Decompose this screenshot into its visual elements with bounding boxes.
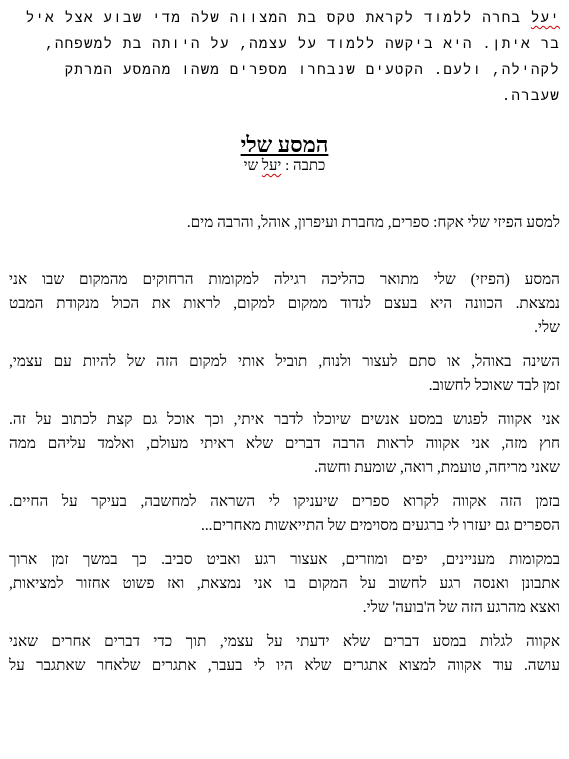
paragraph-line: חוץ מזה, אני אקווה לראות הרבה דברים שלא ראיתי מעולם, ואלמד עליהם ממה xyxy=(9,435,560,452)
intro-line: שעברה. xyxy=(501,89,560,105)
essay-body xyxy=(9,211,560,678)
paragraph xyxy=(9,630,560,678)
paragraph xyxy=(9,408,560,480)
paragraph-line: אתבונן ואנסה רגע לחשוב על המקום בו אני נמצאת, ואז פשוט אחזור למציאות, xyxy=(9,575,560,592)
paragraph-line: נמצאת. הכוונה היא בעצם לנדוד ממקום למקום, לראות את הכול מנקודת המבט xyxy=(9,295,560,312)
paragraph-line: אני אקווה לפגוש במסע אנשים שיוכלו לדבר איתי, וכך אוכל גם קצת לכתוב על זה. xyxy=(9,411,560,428)
paragraph-line: זמן לבד שאוכל לחשוב. xyxy=(428,377,560,394)
paragraph-line: ואצא מהרגע הזה של ה'בועה' שלי. xyxy=(362,599,560,616)
paragraph xyxy=(9,350,560,398)
spellcheck-name: יעל xyxy=(530,11,560,27)
paragraph xyxy=(9,268,560,340)
page-title: המסע שלי xyxy=(240,132,329,157)
paragraph-line: שלי. xyxy=(534,319,560,336)
paragraph xyxy=(9,490,560,538)
paragraph-line: השינה באוהל, או סתם לעצור ולנוח, תוביל אותי למקום הזה של להיות עם עצמי, xyxy=(9,353,560,370)
paragraph-line: שאני מריחה, טועמת, רואה, שומעת וחשה. xyxy=(314,459,560,476)
title-block xyxy=(9,133,560,175)
intro-line: בר איתן. היא ביקשה ללמוד על עצמה, על היותה בת למשפחה, xyxy=(45,37,560,53)
paragraph-line: במקומות מעניינים, יפים ומוזרים, אעצור רגע ואביט סביב. כך במשך זמן ארוך xyxy=(9,551,560,568)
paragraph-line: המסע (הפיזי) שלי מתואר כהליכה רגילה למקומות הרחוקים מהמקום שבו אני xyxy=(9,271,560,288)
paragraph-line: הספרים גם יעזרו לי ברגעים מסוימים של התייאשות מאחרים... xyxy=(201,517,560,534)
byline: כתבה : יעל שי xyxy=(243,158,326,174)
paragraph xyxy=(9,548,560,620)
equipment-line: למסע הפיזי שלי אקח: ספרים, מחברת ועיפרון, אוהל, והרבה מים. xyxy=(186,214,560,231)
paragraph-line: בזמן הזה אקווה לקרוא ספרים שיעניקו לי השראה למחשבה, בעיקר על החיים. xyxy=(9,493,560,510)
intro-paragraph xyxy=(9,6,560,110)
paragraph-line: עושה. עוד אקווה למצוא אתגרים שלא היו לי בעבר, אתגרים שלאחר שאתגבר על xyxy=(9,657,560,674)
byline-author-name: יעל xyxy=(261,158,282,174)
paragraph-line: אקווה לגלות במסע דברים שלא ידעתי על עצמי, תוך כדי דברים אחרים שאני xyxy=(9,633,560,650)
intro-line: לקהילה, ולעם. הקטעים שנבחרו מספרים משהו מהמסע המרתק xyxy=(64,63,560,79)
intro-line: יעל בחרה ללמוד לקראת טקס בת המצווה שלה מדי שבוע אצל איל xyxy=(25,11,560,27)
